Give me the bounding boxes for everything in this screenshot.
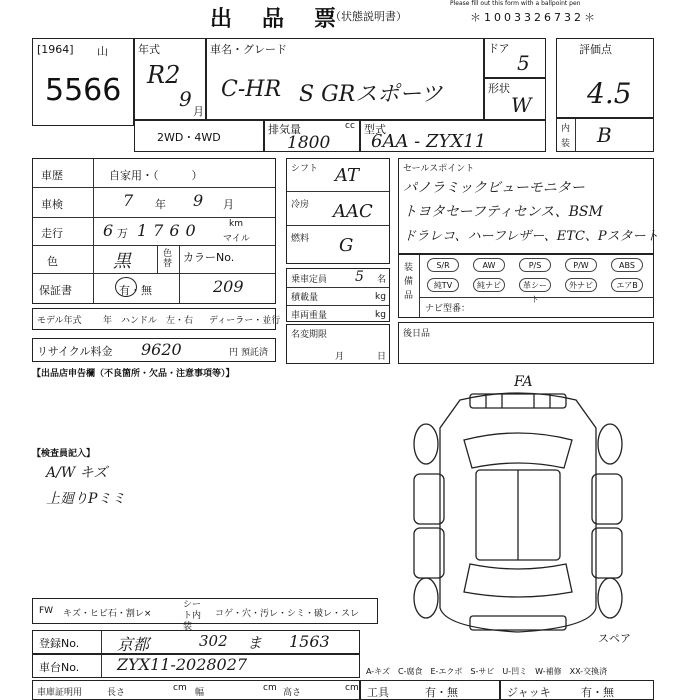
cert-label: 車庫証明用 — [37, 688, 83, 698]
fuel-label: 燃料 — [291, 234, 310, 244]
nav-model-label: ナビ型番： — [425, 304, 471, 314]
retrofit-box — [398, 322, 654, 364]
displacement-box — [264, 120, 360, 152]
lot-box — [32, 38, 134, 126]
warranty-options: 有・無 — [119, 284, 152, 297]
eq-sr: S/R — [427, 258, 459, 272]
wheel-rf — [598, 424, 622, 464]
recycle-unit: 円 — [229, 348, 239, 358]
eq-navi: 純ナビ — [473, 278, 505, 292]
type-value: 6AA - ZYX11 — [371, 131, 487, 152]
shape-box — [484, 78, 546, 120]
eq-airbag: エアB — [611, 278, 643, 292]
cert-length: 長さ — [107, 688, 126, 698]
year-box — [134, 38, 206, 120]
displacement-unit: cc — [345, 121, 355, 131]
type-box — [360, 120, 546, 152]
lot-tag-suffix: 山 — [97, 45, 108, 58]
dealer-label: ディーラー・並行 — [209, 316, 281, 326]
shift-label: シフト — [291, 164, 319, 174]
eq-tv: 純TV — [427, 278, 459, 292]
score-box — [556, 38, 654, 118]
chassis-label: 車台No. — [39, 661, 80, 674]
interior-label-1: 内 — [561, 124, 571, 134]
load-label: 積載量 — [291, 293, 319, 303]
capacity-label: 乗車定員 — [291, 275, 328, 285]
jack-value: 有・無 — [581, 686, 614, 699]
chassis-value: ZYX11-2028027 — [117, 655, 248, 674]
wheel-lf — [414, 424, 438, 464]
model-label: 車名・グレード — [210, 43, 287, 56]
shift-value: AT — [335, 165, 360, 186]
eq-pw: P/W — [565, 258, 597, 272]
windshield — [464, 433, 572, 468]
displacement-label: 排気量 — [268, 123, 301, 136]
eq-leather: 革シート — [519, 278, 551, 292]
capacity-value: 5 — [355, 269, 364, 285]
equipment-label: 装備品 — [404, 263, 414, 301]
wheel-lr — [414, 578, 438, 618]
diagram-front-label: FA — [514, 374, 533, 390]
drive-label: 2WD・4WD — [157, 131, 221, 144]
car-diagram — [400, 388, 636, 636]
warranty-circle — [115, 277, 137, 297]
drive-box — [134, 120, 264, 152]
recycle-label: リサイクル料金 — [37, 345, 113, 358]
jack-label: ジャッキ — [507, 686, 551, 699]
color-no-value: 209 — [213, 277, 244, 296]
model-box — [206, 38, 484, 120]
inspection-month: 9 — [193, 191, 204, 210]
model-year-unit: 年 — [103, 316, 113, 326]
recycle-note: 預託済 — [241, 348, 269, 358]
interior-label-2: 装 — [561, 139, 571, 149]
color-no-label: カラーNo. — [183, 251, 235, 264]
history-value: 自家用・（ ） — [109, 169, 203, 182]
warranty-label: 保証書 — [39, 284, 72, 297]
inspector-label: 【検査員記入】 — [32, 449, 96, 459]
chassis-row — [32, 654, 360, 678]
capacity-unit: 名 — [377, 275, 387, 285]
mileage-label: 走行 — [41, 227, 63, 240]
inspector-line-2: 上廻りPミミ — [46, 491, 126, 507]
lot-tag: [1964] — [37, 43, 74, 56]
score-label: 評価点 — [579, 43, 612, 56]
color-change-label: 色替 — [163, 249, 173, 269]
shape-label: 形状 — [488, 82, 510, 95]
interior-value: B — [597, 123, 612, 147]
inspection-label: 車検 — [41, 198, 63, 211]
cert-height-unit: cm — [345, 683, 359, 693]
diagram-spare-label: スペア — [598, 632, 631, 645]
history-label: 車歴 — [41, 169, 63, 182]
tools-label: 工具 — [367, 686, 389, 699]
model-grade: S GRスポーツ — [299, 82, 443, 107]
year-era: R2 — [147, 61, 181, 89]
damage-codes: A-キズ C-腐食 E-エクボ S-サビ U-凹ミ W-補修 XX-交換済 — [366, 667, 608, 676]
registration-row — [32, 630, 360, 654]
model-name: C-HR — [221, 77, 282, 102]
info-table — [32, 158, 276, 304]
sales-point-line-3: ドラレコ、ハーフレザー、ETC、Pスタート — [403, 229, 659, 244]
name-change-label: 名変期限 — [291, 330, 328, 340]
mileage-man-unit: 万 — [117, 227, 128, 240]
ac-label: 冷房 — [291, 200, 310, 210]
registration-region: 京都 — [117, 635, 150, 654]
lot-number: 5566 — [45, 73, 122, 108]
sales-points-label: セールスポイント — [403, 164, 475, 174]
eq-ps: P/S — [519, 258, 551, 272]
cert-width-unit: cm — [263, 683, 277, 693]
type-label: 型式 — [364, 123, 386, 136]
interior-box — [556, 118, 654, 152]
capacity-table — [286, 268, 390, 322]
mileage-man: 6 — [103, 221, 114, 240]
sales-point-line-2: トヨタセーフティセンス、BSM — [403, 204, 603, 220]
color-value: 黒 — [113, 251, 131, 272]
model-year-row — [32, 308, 281, 330]
eq-aw: AW — [473, 258, 505, 272]
front-grille — [470, 394, 566, 408]
rear-window — [464, 564, 572, 597]
document-title: 出 品 票 — [210, 7, 341, 32]
ac-value: AAC — [333, 201, 373, 222]
retrofit-label: 後日品 — [403, 329, 431, 339]
color-label: 色 — [47, 255, 58, 268]
mid-table — [286, 158, 390, 264]
sales-points-box — [398, 158, 659, 254]
seat-label: シート内装 — [183, 600, 202, 632]
mileage-mile: マイル — [223, 234, 250, 244]
registration-label: 登録No. — [39, 637, 80, 650]
fuel-value: G — [339, 235, 354, 256]
mileage-rest: 1760 — [137, 221, 202, 240]
handle-label: ハンドル 左・右 — [121, 316, 194, 326]
inspection-year: 7 — [123, 191, 134, 210]
document-number: ＊1003326732＊ — [470, 11, 598, 24]
equipment-box — [398, 254, 654, 318]
recycle-value: 9620 — [141, 340, 182, 359]
shape-value: W — [511, 93, 532, 117]
inspection-year-unit: 年 — [155, 198, 166, 211]
tools-value: 有・無 — [425, 686, 458, 699]
registration-number: 1563 — [289, 632, 330, 651]
cert-width: 幅 — [195, 688, 205, 698]
model-year-label: モデル年式 — [37, 316, 82, 326]
displacement-value: 1800 — [287, 133, 331, 153]
load-unit: kg — [375, 292, 386, 302]
top-note: Please fill out this form with a ballpoint pen — [450, 0, 581, 7]
name-change-box — [286, 324, 390, 364]
exhibitor-notes-label: 【出品店申告欄（不良箇所・欠品・注意事項等）】 — [32, 369, 235, 379]
tools-box — [360, 680, 500, 700]
registration-class: 302 — [199, 632, 228, 650]
fw-label: FW — [39, 606, 54, 616]
inspection-month-unit: 月 — [223, 198, 234, 211]
defect-row — [32, 598, 378, 632]
weight-unit: kg — [375, 310, 386, 320]
doors-value: 5 — [517, 51, 530, 75]
sales-point-line-1: パノラミックビューモニター — [403, 180, 585, 196]
doors-label: ドア — [488, 42, 510, 55]
seat-text: コゲ・穴・汚レ・シミ・破レ・スレ — [215, 609, 360, 619]
cert-height: 高さ — [283, 688, 302, 698]
year-month-unit: 月 — [193, 105, 204, 118]
name-change-day: 日 — [377, 352, 387, 362]
doors-box — [484, 38, 546, 78]
wheel-rr — [598, 578, 622, 618]
rear-bumper — [470, 616, 566, 630]
inspector-line-1: A/W キズ — [46, 465, 108, 481]
year-label: 年式 — [138, 43, 160, 56]
document-subtitle: （状態説明書） — [330, 10, 407, 23]
cert-row — [32, 680, 360, 700]
mileage-km: km — [229, 219, 243, 229]
year-month: 9 — [179, 87, 192, 111]
name-change-month: 月 — [335, 352, 345, 362]
score-value: 4.5 — [587, 77, 632, 110]
registration-kana: ま — [247, 634, 263, 652]
jack-box — [500, 680, 654, 700]
cert-length-unit: cm — [173, 683, 187, 693]
fw-text: キズ・ヒビ石・割レ× — [63, 609, 152, 619]
eq-abs: ABS — [611, 258, 643, 272]
recycle-row — [32, 338, 276, 362]
eq-ext-navi: 外ナビ — [565, 278, 597, 292]
weight-label: 車両重量 — [291, 311, 328, 321]
